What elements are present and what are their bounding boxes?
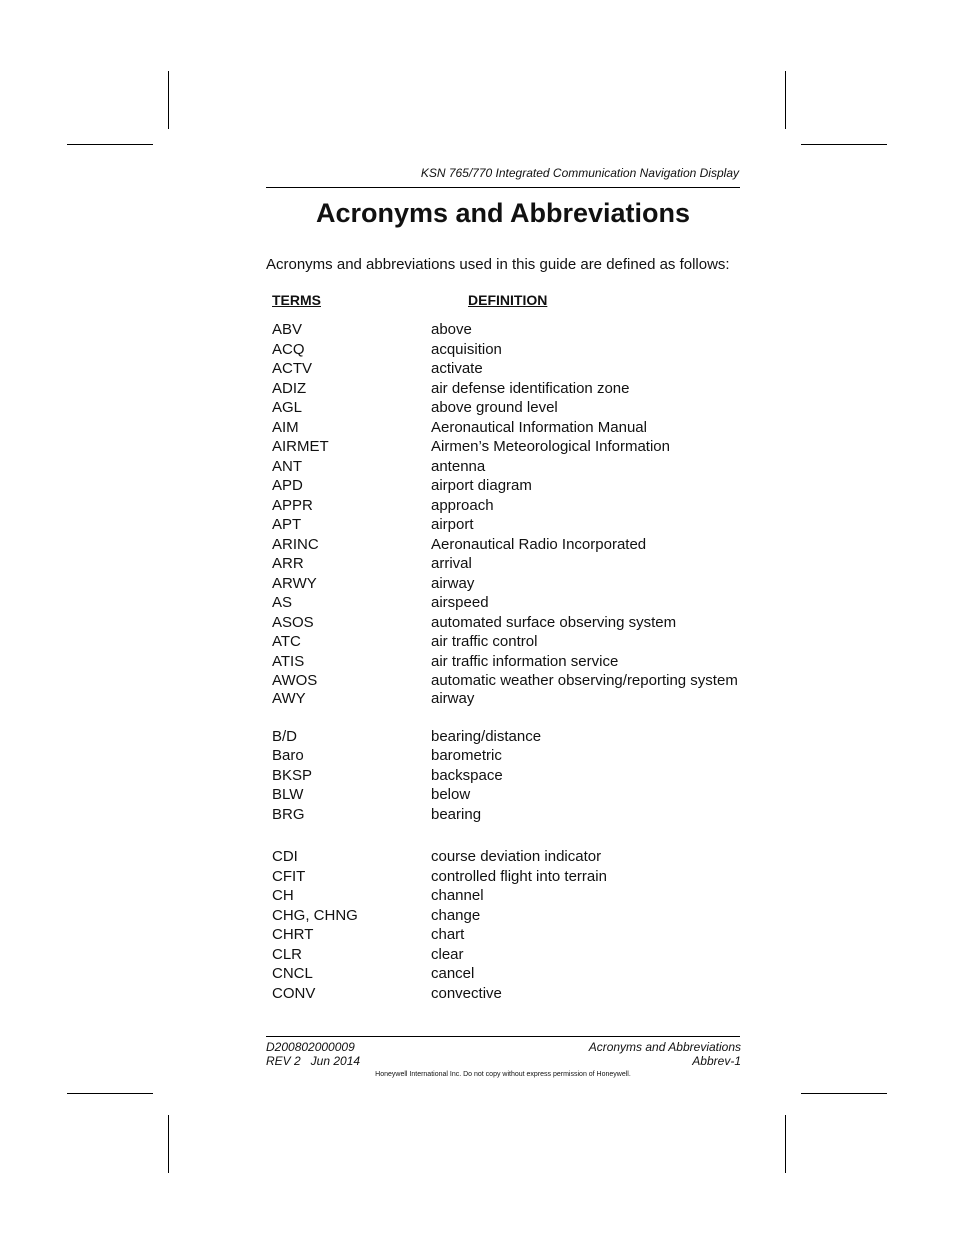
- definition-cell: above: [431, 321, 472, 338]
- definition-cell: barometric: [431, 747, 502, 764]
- definition-cell: chart: [431, 926, 465, 943]
- term-cell: Baro: [272, 747, 304, 764]
- crop-mark: [801, 1093, 887, 1094]
- term-cell: BKSP: [272, 766, 313, 784]
- definition-cell: acquisition: [431, 340, 502, 358]
- term-cell: CH: [272, 887, 294, 904]
- term-cell: CLR: [272, 945, 303, 963]
- term-cell: AWOS: [272, 672, 318, 689]
- crop-mark: [801, 144, 887, 145]
- page-title: Acronyms and Abbreviations: [315, 198, 691, 228]
- intro-text: Acronyms and abbreviations used in this guide are defined as follows:: [266, 256, 730, 273]
- table-row: [272, 457, 742, 477]
- definition-cell: air defense identification zone: [431, 379, 630, 397]
- term-cell: ARR: [272, 555, 304, 572]
- term-cell: CDI: [272, 848, 298, 865]
- table-row: [272, 476, 742, 496]
- table-row: [272, 867, 742, 887]
- table-row: [272, 359, 742, 379]
- table-row: [272, 554, 742, 574]
- term-cell: ASOS: [272, 613, 314, 631]
- definition-cell: airport diagram: [431, 477, 532, 494]
- crop-mark: [67, 1093, 153, 1094]
- definition-cell: backspace: [431, 766, 503, 784]
- footer-left: [266, 1040, 360, 1068]
- table-row: [272, 906, 742, 926]
- table-row: [272, 984, 742, 1004]
- table-row: [272, 925, 742, 945]
- crop-mark: [67, 144, 153, 145]
- table-row: [272, 340, 742, 360]
- table-row: [272, 418, 742, 438]
- term-cell: BRG: [272, 805, 305, 823]
- term-cell: APPR: [272, 496, 313, 514]
- table-row: [272, 320, 742, 340]
- term-cell: ACTV: [272, 360, 313, 377]
- definition-cell: Aeronautical Information Manual: [431, 418, 647, 436]
- term-cell: ATIS: [272, 652, 305, 670]
- term-cell: ATC: [272, 633, 301, 650]
- definition-cell: change: [431, 906, 481, 924]
- table-row: [272, 632, 742, 652]
- definition-cell: airway: [431, 690, 475, 707]
- section-name: Acronyms and Abbreviations: [588, 1040, 741, 1054]
- table-row: [272, 727, 742, 747]
- definition-cell: bearing: [431, 805, 482, 823]
- term-cell: B/D: [272, 727, 298, 745]
- term-cell: AWY: [272, 690, 306, 707]
- table-row: [272, 689, 742, 709]
- term-cell: ADIZ: [272, 379, 307, 397]
- page-number: Abbrev-1: [692, 1054, 741, 1068]
- table-row: [272, 785, 742, 805]
- footer-right: [589, 1040, 741, 1068]
- definition-cell: bearing/distance: [431, 727, 542, 745]
- table-row: [272, 437, 742, 457]
- definition-column-header: DEFINITION: [468, 292, 548, 308]
- definition-cell: below: [431, 786, 471, 803]
- definition-cell: automated surface observing system: [431, 613, 677, 631]
- table-row: [272, 671, 742, 689]
- table-row: [272, 652, 742, 672]
- table-row: [272, 847, 742, 867]
- term-cell: CONV: [272, 984, 316, 1002]
- table-row: [272, 535, 742, 555]
- table-row: [272, 379, 742, 399]
- definition-cell: air traffic information service: [431, 652, 619, 670]
- term-cell: ACQ: [272, 340, 305, 358]
- table-row: [272, 496, 742, 516]
- definition-cell: controlled flight into terrain: [431, 867, 607, 885]
- table-row: [272, 746, 742, 766]
- running-header: KSN 765/770 Integrated Communication Navigation Display: [420, 166, 739, 180]
- document-number: D200802000009: [266, 1040, 355, 1054]
- table-row: [272, 964, 742, 984]
- copyright-notice: Honeywell International Inc. Do not copy without express permission of Honeywell.: [375, 1071, 631, 1078]
- term-cell: ANT: [272, 457, 302, 475]
- definition-cell: clear: [431, 945, 464, 963]
- definition-cell: airway: [431, 574, 475, 592]
- table-row: [272, 593, 742, 613]
- term-cell: APD: [272, 477, 303, 494]
- definition-cell: antenna: [431, 457, 486, 475]
- definition-cell: approach: [431, 496, 494, 514]
- table-row: [272, 398, 742, 418]
- definition-cell: activate: [431, 360, 483, 377]
- acronym-list: [272, 320, 742, 1003]
- definition-cell: above ground level: [431, 399, 558, 416]
- term-cell: AGL: [272, 399, 303, 416]
- table-row: [272, 515, 742, 535]
- term-cell: APT: [272, 516, 302, 533]
- term-cell: AIM: [272, 418, 299, 436]
- term-cell: CHRT: [272, 926, 314, 943]
- crop-mark: [785, 1115, 786, 1173]
- definition-cell: airport: [431, 516, 474, 533]
- revision-date: REV 2 Jun 2014: [266, 1054, 361, 1068]
- table-row: [272, 805, 742, 825]
- term-cell: ARWY: [272, 574, 317, 592]
- crop-mark: [785, 71, 786, 129]
- term-cell: CNCL: [272, 965, 313, 982]
- table-row: [272, 574, 742, 594]
- definition-cell: airspeed: [431, 594, 489, 611]
- term-cell: CHG, CHNG: [272, 906, 358, 924]
- definition-cell: arrival: [431, 555, 472, 572]
- footer-rule: [266, 1036, 740, 1037]
- table-row: [272, 945, 742, 965]
- term-cell: CFIT: [272, 867, 306, 885]
- header-rule: [266, 187, 740, 188]
- term-cell: ABV: [272, 321, 303, 338]
- definition-cell: air traffic control: [431, 633, 538, 650]
- definition-cell: convective: [431, 984, 502, 1002]
- term-cell: AS: [272, 594, 293, 611]
- definition-cell: cancel: [431, 965, 475, 982]
- table-row: [272, 613, 742, 633]
- term-cell: BLW: [272, 786, 304, 803]
- table-row: [272, 886, 742, 906]
- crop-mark: [168, 71, 169, 129]
- term-cell: AIRMET: [272, 438, 329, 455]
- terms-column-header: TERMS: [272, 292, 321, 308]
- definition-cell: automatic weather observing/reporting system: [431, 672, 738, 689]
- definition-cell: Airmen’s Meteorological Information: [431, 438, 670, 455]
- definition-cell: Aeronautical Radio Incorporated: [431, 535, 647, 553]
- crop-mark: [168, 1115, 169, 1173]
- table-row: [272, 766, 742, 786]
- definition-cell: course deviation indicator: [431, 848, 602, 865]
- term-cell: ARINC: [272, 535, 319, 553]
- definition-cell: channel: [431, 887, 484, 904]
